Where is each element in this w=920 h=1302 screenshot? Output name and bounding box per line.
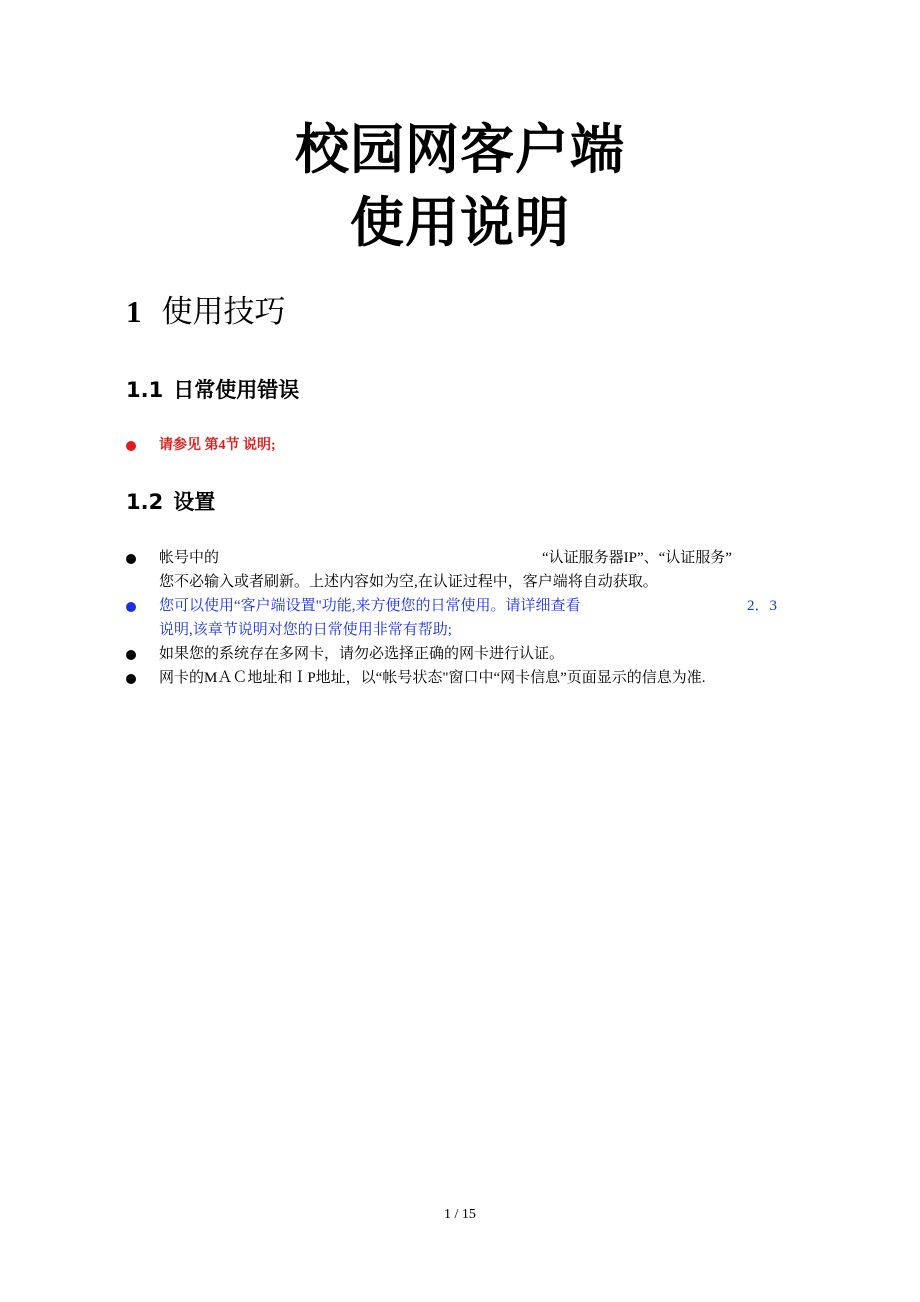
section-1-1-number: 1.1: [126, 378, 164, 402]
settings-bullet-1-line-1-left: 帐号中的: [159, 550, 220, 566]
settings-bullet-1-line-2: 您不必输入或者刷新。上述内容如为空,在认证过程中，客户端将自动获取。: [159, 574, 658, 590]
bullet-dot: [126, 602, 136, 612]
settings-bullet-2-line-1-right: 2．3: [747, 598, 778, 614]
settings-bullet-2-line-2: 说明,该章节说明对您的日常使用非常有帮助;: [159, 622, 452, 638]
section-1-2-title: 设置: [173, 490, 216, 514]
bullet-dot: [126, 554, 136, 564]
document-title-line-2: 使用说明: [350, 191, 570, 254]
section-1-heading: [126, 288, 286, 336]
section-1-1-heading: [126, 375, 299, 405]
section-1-number: 1: [126, 294, 142, 329]
section-1-2-number: 1.2: [126, 490, 164, 514]
bullet-dot: [126, 650, 136, 660]
section-1-1-bullet-text: 请参见 第4节 说明;: [159, 438, 276, 453]
settings-bullet-3-text: 如果您的系统存在多网卡，请勿必选择正确的网卡进行认证。: [159, 646, 565, 662]
section-1-2-heading: [126, 487, 215, 517]
section-1-title: 使用技巧: [161, 294, 286, 330]
page-number: 1 / 15: [444, 1207, 476, 1222]
document-title-line-1: 校园网客户端: [295, 118, 625, 181]
settings-bullet-1-line-1-right: “认证服务器IP”、“认证服务”: [542, 550, 732, 566]
section-1-1-title: 日常使用错误: [173, 378, 300, 402]
settings-bullet-4-text: 网卡的MＡＣ地址和ＩP地址，以“帐号状态"窗口中“网卡信息”页面显示的信息为准.: [159, 670, 706, 686]
settings-bullet-2-line-1-left: 您可以使用“客户端设置"功能,来方便您的日常使用。请详细查看: [159, 598, 581, 614]
bullet-dot: [126, 674, 136, 684]
bullet-dot: [126, 441, 136, 451]
